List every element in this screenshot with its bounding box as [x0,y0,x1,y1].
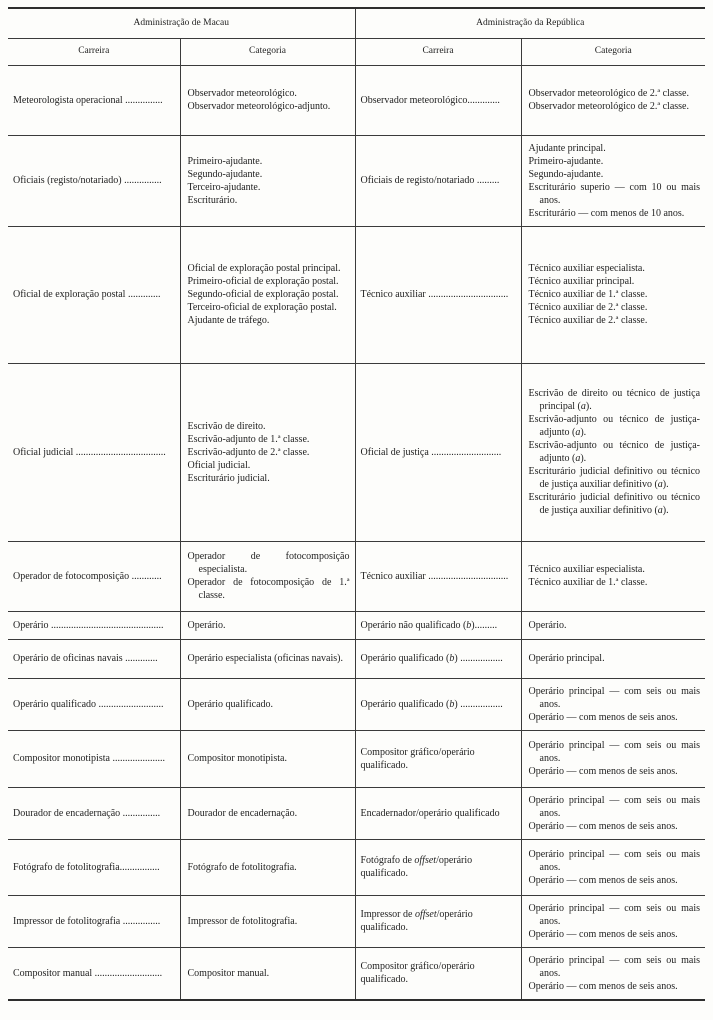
header-categoria-macau: Categoria [180,38,355,65]
republica-carreira-cell: Observador meteorológico............. [355,65,521,135]
category-item: Escrivão de direito. [187,420,266,432]
category-item: Observador meteorológico-adjunto. [187,101,331,112]
header-categoria-republica: Categoria [521,38,705,65]
republica-carreira-cell: Operário qualificado (b) ................. [355,639,521,678]
category-item: Técnico auxiliar de 1.ª classe. [528,577,648,588]
republica-categoria-cell [521,730,705,787]
category-item: Ajudante principal. [528,142,606,154]
category-item: Compositor monotipista. [187,753,287,764]
republica-carreira-cell: Compositor gráfico/operário qualificado. [355,730,521,787]
macau-categoria-cell [180,787,355,839]
table-row [8,678,705,730]
table-row [8,363,705,541]
category-item: Terceiro-ajudante. [187,181,261,193]
category-item: Observador meteorológico de 2.ª classe. [528,101,689,112]
macau-carreira-cell: Operário de oficinas navais ............. [8,639,180,678]
category-item: Técnico auxiliar de 1.ª classe. [528,289,648,300]
table-row [8,730,705,787]
table-row [8,839,705,895]
republica-categoria-cell [521,135,705,226]
category-item: Operário qualificado. [187,698,274,710]
republica-categoria-cell [521,611,705,639]
category-item: Segundo-oficial de exploração postal. [187,289,339,300]
macau-categoria-cell [180,541,355,611]
category-item: Operário. [187,619,226,631]
table-row [8,611,705,639]
table-header [8,8,705,65]
category-item: Operário principal — com seis ou mais anos. [528,740,701,764]
republica-categoria-cell [521,541,705,611]
table-body [8,65,705,1000]
macau-carreira-cell: Oficiais (registo/notariado) ............... [8,135,180,226]
category-item: Observador meteorológico. [187,88,297,99]
category-item: Técnico auxiliar principal. [528,276,635,287]
table-row [8,541,705,611]
category-item: Operador de fotocomposição de 1.ª classe. [187,577,350,601]
category-item: Operário especialista (oficinas navais). [187,653,343,664]
category-item: Escriturário. [187,194,238,206]
republica-categoria-cell [521,787,705,839]
category-item: Escriturário superio — com 10 ou mais anos. [528,181,701,206]
macau-categoria-cell [180,839,355,895]
republica-carreira-cell: Compositor gráfico/operário qualificado. [355,947,521,1000]
republica-categoria-cell [521,947,705,1000]
category-item: Escriturário judicial. [187,472,270,484]
category-item: Escrivão-adjunto ou técnico de justiça-adjunto (a). [528,440,701,464]
category-item: Escriturário — com menos de 10 anos. [528,207,685,219]
category-item: Operário principal — com seis ou mais anos. [528,794,701,819]
macau-carreira-cell: Impressor de fotolitografia ............... [8,895,180,947]
macau-carreira-cell: Operário qualificado .......................... [8,678,180,730]
table-row [8,135,705,226]
macau-carreira-cell: Oficial de exploração postal ............. [8,226,180,363]
table-row [8,65,705,135]
macau-categoria-cell [180,895,355,947]
republica-carreira-cell: Técnico auxiliar ................................ [355,541,521,611]
republica-categoria-cell [521,226,705,363]
table-row [8,226,705,363]
republica-carreira-cell: Técnico auxiliar ................................ [355,226,521,363]
administration-header-row [8,8,705,38]
macau-categoria-cell [180,226,355,363]
table-row [8,947,705,1000]
category-item: Dourador de encadernação. [187,807,298,819]
table-row [8,639,705,678]
republica-carreira-cell: Oficiais de registo/notariado ......... [355,135,521,226]
category-item: Operário — com menos de seis anos. [528,711,678,723]
category-item: Escrivão-adjunto de 1.ª classe. [187,433,310,445]
macau-categoria-cell [180,135,355,226]
category-item: Técnico auxiliar de 2.ª classe. [528,302,648,313]
macau-carreira-cell: Meteorologista operacional ............... [8,65,180,135]
category-item: Oficial de exploração postal principal. [187,263,341,274]
macau-carreira-cell: Compositor manual ........................... [13,967,163,979]
macau-carreira-cell: Fotógrafo de fotolitografia................ [8,839,180,895]
macau-carreira-cell: Operador de fotocomposição ............ [8,541,180,611]
macau-categoria-cell [180,730,355,787]
category-item: Técnico auxiliar de 2.ª classe. [528,315,648,326]
category-item: Escriturário judicial definitivo ou técnico de justiça auxiliar definitivo (a). [528,492,701,516]
category-item: Operário — com menos de seis anos. [528,820,678,832]
category-item: Operário — com menos de seis anos. [528,980,678,992]
macau-categoria-cell [180,678,355,730]
category-item: Operário — com menos de seis anos. [528,928,678,940]
category-item: Oficial judicial. [187,459,251,471]
category-item: Primeiro-ajudante. [187,155,263,167]
table-row [8,895,705,947]
macau-carreira-cell: Dourador de encadernação ............... [8,787,180,839]
category-item: Escrivão-adjunto de 2.ª classe. [187,446,310,458]
category-item: Escrivão de direito ou técnico de justiça principal (a). [528,388,701,412]
category-item: Ajudante de tráfego. [187,315,270,326]
category-item: Impressor de fotolitografia. [187,915,298,927]
macau-categoria-cell [180,639,355,678]
header-administracao-macau: Administração de Macau [8,8,355,38]
category-item: Operário principal — com seis ou mais anos. [528,848,701,873]
career-equivalence-table [8,7,705,1001]
republica-carreira-cell: Impressor de offset/operário qualificado. [355,895,521,947]
macau-categoria-cell [180,611,355,639]
category-item: Primeiro-ajudante. [528,155,604,167]
macau-carreira-cell: Operário ............................................. [8,611,180,639]
category-item: Segundo-ajudante. [187,168,263,180]
category-item: Fotógrafo de fotolitografia. [187,861,297,873]
category-item: Terceiro-oficial de exploração postal. [187,302,337,313]
category-item: Escrivão-adjunto ou técnico de justiça-adjunto (a). [528,414,701,438]
republica-carreira-cell: Oficial de justiça ............................ [355,363,521,541]
republica-categoria-cell [521,895,705,947]
category-item: Técnico auxiliar especialista. [528,564,645,575]
header-carreira-republica: Carreira [355,38,521,65]
category-item: Segundo-ajudante. [528,168,604,180]
macau-categoria-cell [180,363,355,541]
republica-categoria-cell [521,839,705,895]
republica-carreira-cell: Operário não qualificado (b)......... [355,611,521,639]
republica-categoria-cell [521,65,705,135]
republica-carreira-cell: Encadernador/operário qualificado [355,787,521,839]
table-row [8,787,705,839]
category-item: Operário — com menos de seis anos. [528,766,678,777]
category-item: Operário. [528,619,567,631]
category-item: Operário principal — com seis ou mais anos. [528,685,701,710]
republica-categoria-cell [521,678,705,730]
macau-categoria-cell [180,947,355,1000]
header-carreira-macau: Carreira [8,38,180,65]
republica-categoria-cell [521,639,705,678]
category-item: Operário principal — com seis ou mais anos. [528,954,701,979]
category-item: Primeiro-oficial de exploração postal. [187,276,339,287]
republica-categoria-cell [521,363,705,541]
category-item: Operário principal. [528,653,605,664]
category-item: Operário — com menos de seis anos. [528,874,678,886]
category-item: Compositor manual. [187,967,270,979]
macau-carreira-cell: Oficial judicial .................................... [8,363,180,541]
category-item: Escriturário judicial definitivo ou técnico de justiça auxiliar definitivo (a). [528,466,701,490]
column-header-row [8,38,705,65]
category-item: Operário principal — com seis ou mais anos. [528,902,701,927]
category-item: Operador de fotocomposição especialista. [187,551,350,575]
macau-carreira-cell: Compositor monotipista ..................... [8,730,180,787]
macau-categoria-cell [180,65,355,135]
category-item: Observador meteorológico de 2.ª classe. [528,88,689,99]
category-item: Técnico auxiliar especialista. [528,263,645,274]
republica-carreira-cell: Fotógrafo de offset/operário qualificado. [355,839,521,895]
republica-carreira-cell: Operário qualificado (b) ................. [355,678,521,730]
header-administracao-republica: Administração da República [355,8,705,38]
